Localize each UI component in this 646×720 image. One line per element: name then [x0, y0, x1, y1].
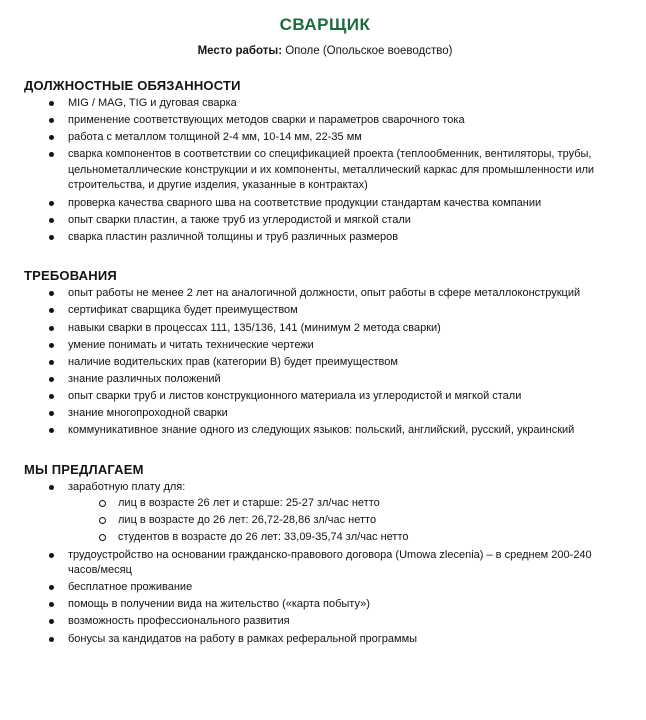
list-item — [24, 196, 626, 212]
bullet-icon — [49, 118, 54, 123]
section-heading-duties: ДОЛЖНОСТНЫЕ ОБЯЗАННОСТИ — [24, 78, 241, 93]
list-item-salary — [24, 480, 626, 546]
list-item — [24, 113, 626, 129]
circle-bullet-icon — [99, 500, 106, 507]
bullet-icon — [49, 602, 54, 607]
salary-sublist — [68, 496, 626, 546]
bullet-icon — [49, 135, 54, 140]
list-item-text: работа с металлом толщиной 2-4 мм, 10-14 мм, 22-35 мм — [68, 131, 362, 144]
page-title: СВАРЩИК — [279, 15, 371, 34]
section-requirements — [24, 267, 626, 438]
list-item — [24, 321, 626, 337]
list-item-text: сварка компонентов в соответствии со спецификацией проекта (теплообменник, вентиляторы, трубы, цельнометаллические конструкции и их компоненты, металлический каркас для промышленности или строительства, и другие изделия, указанные в контрактах) — [68, 148, 595, 192]
sublist-item-text: студентов в возрасте до 26 лет: 33,09-35,74 зл/час нетто — [118, 531, 409, 544]
bullet-icon — [49, 218, 54, 223]
list-item-text: MIG / MAG, TIG и дуговая сварка — [68, 97, 237, 109]
workplace-value: Ополе (Опольское воеводство) — [282, 45, 453, 57]
bullet-icon — [49, 101, 54, 106]
list-item — [24, 423, 626, 439]
section-duties — [24, 77, 626, 245]
sublist-item — [68, 530, 626, 546]
bullet-icon — [49, 485, 54, 490]
list-item-text: знание многопроходной сварки — [68, 407, 228, 419]
list-item — [24, 147, 626, 194]
list-item-text: наличие водительских прав (категории B) будет преимуществом — [68, 355, 398, 368]
list-item — [24, 303, 626, 319]
bullet-icon — [49, 152, 54, 157]
list-item — [24, 96, 626, 112]
workplace-label: Место работы: — [197, 45, 283, 57]
sublist-item-text: лиц в возрасте до 26 лет: 26,72-28,86 зл/час нетто — [118, 514, 377, 527]
circle-bullet-icon — [99, 517, 106, 524]
list-item-text: применение соответствующих методов сварки и параметров сварочного тока — [68, 114, 465, 127]
bullet-icon — [49, 428, 54, 433]
list-item-text: сертификат сварщика будет преимуществом — [68, 304, 298, 317]
list-item — [24, 355, 626, 371]
duties-list — [24, 96, 626, 245]
list-item-text: заработную плату для: — [68, 480, 186, 493]
section-offer — [24, 461, 626, 647]
list-item-text: трудоустройство на основании гражданско-правового договора (Umowa zlecenia) – в среднем 200-240 часов/месяц — [68, 548, 592, 577]
offer-list — [24, 480, 626, 647]
section-heading-requirements: ТРЕБОВАНИЯ — [24, 268, 117, 284]
circle-bullet-icon — [99, 534, 106, 541]
list-item-text: проверка качества сварного шва на соответствие продукции стандартам качества компании — [68, 196, 542, 209]
bullet-icon — [49, 637, 54, 642]
sublist-item-text: лиц в возрасте 26 лет и старше: 25-27 зл/час нетто — [118, 497, 380, 510]
bullet-icon — [49, 553, 54, 558]
list-item — [24, 597, 626, 613]
bullet-icon — [49, 394, 54, 399]
bullet-icon — [49, 291, 54, 296]
list-item — [24, 338, 626, 354]
list-item — [24, 230, 626, 246]
list-item — [24, 548, 626, 579]
list-item — [24, 389, 626, 405]
list-item-text: умение понимать и читать технические чертежи — [68, 338, 314, 351]
list-item-text: опыт сварки труб и листов конструкционного материала из углеродистой и мягкой стали — [68, 389, 522, 402]
bullet-icon — [49, 619, 54, 624]
bullet-icon — [49, 411, 54, 416]
list-item — [24, 130, 626, 146]
list-item-text: бонусы за кандидатов на работу в рамках реферальной программы — [68, 632, 418, 645]
list-item — [24, 406, 626, 422]
bullet-icon — [49, 235, 54, 240]
requirements-list — [24, 286, 626, 438]
bullet-icon — [49, 343, 54, 348]
bullet-icon — [49, 308, 54, 313]
section-heading-offer: МЫ ПРЕДЛАГАЕМ — [24, 461, 144, 477]
list-item — [24, 580, 626, 596]
list-item-text: помощь в получении вида на жительство («карта побыту») — [68, 598, 370, 611]
list-item-text: знание различных положений — [68, 372, 221, 385]
bullet-icon — [49, 585, 54, 590]
list-item-text: возможность профессионального развития — [68, 615, 290, 628]
list-item-text: опыт работы не менее 2 лет на аналогичной должности, опыт работы в сфере металлоконструкций — [68, 287, 581, 300]
list-item-text: сварка пластин различной толщины и труб различных размеров — [68, 230, 399, 243]
workplace-line — [24, 44, 626, 59]
sublist-item — [68, 496, 626, 512]
list-item — [24, 372, 626, 388]
bullet-icon — [49, 360, 54, 365]
list-item-text: коммуникативное знание одного из следующих языков: польский, английский, русский, украинский — [68, 424, 575, 437]
sublist-item — [68, 513, 626, 529]
list-item — [24, 286, 626, 302]
list-item-text: бесплатное проживание — [68, 581, 193, 594]
list-item-text: навыки сварки в процессах 111, 135/136, 141 (минимум 2 метода сварки) — [68, 321, 441, 334]
bullet-icon — [49, 377, 54, 382]
list-item — [24, 614, 626, 630]
list-item-text: опыт сварки пластин, а также труб из углеродистой и мягкой стали — [68, 213, 411, 226]
list-item — [24, 213, 626, 229]
bullet-icon — [49, 201, 54, 206]
bullet-icon — [49, 326, 54, 331]
list-item — [24, 632, 626, 648]
